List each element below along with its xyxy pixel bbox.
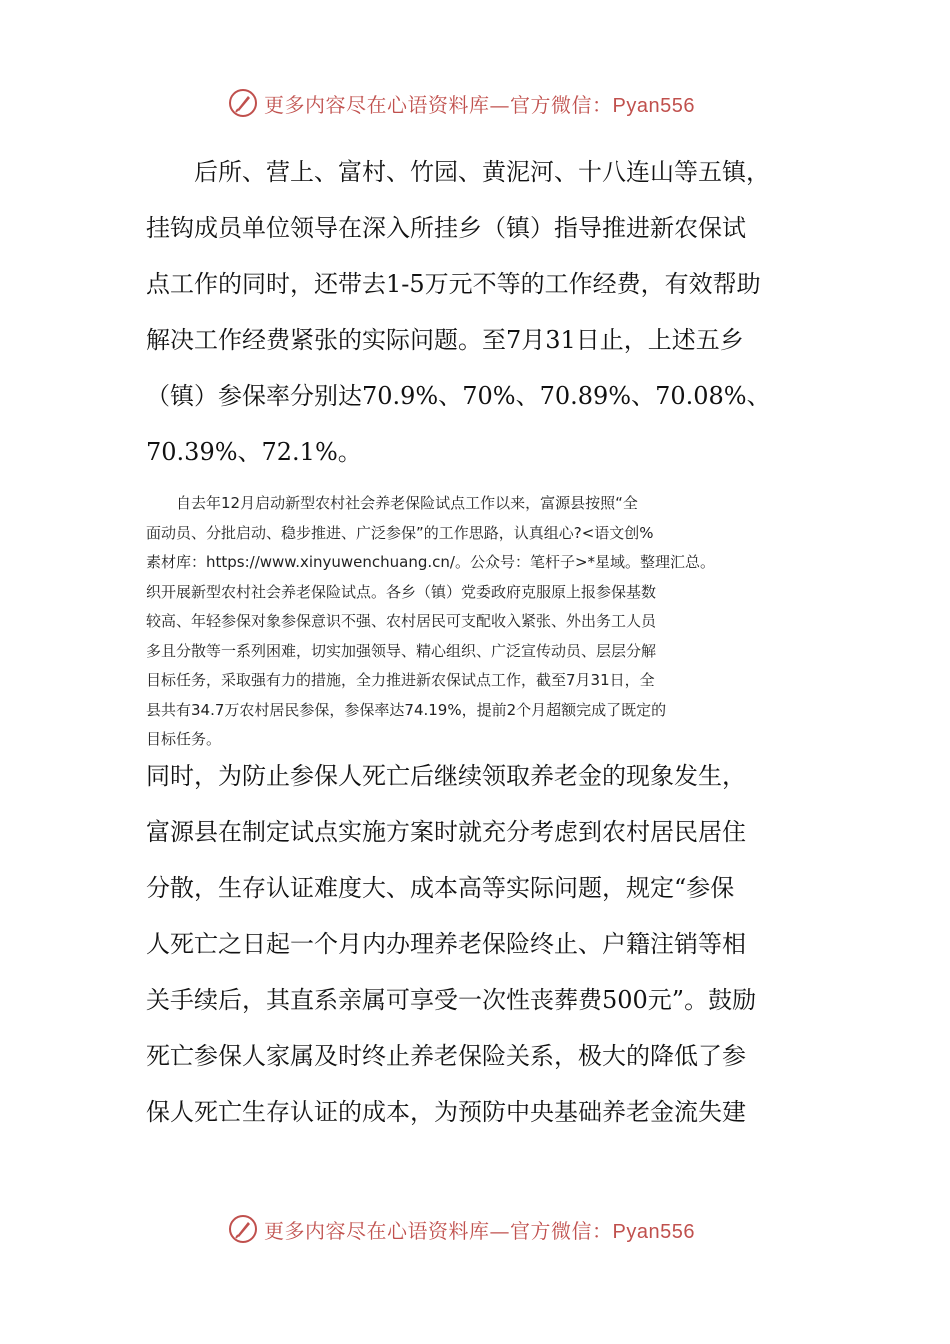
banner-label: 更多内容尽在心语资料库—官方微信： [264,1218,613,1243]
text-line: 分散，生存认证难度大、成本高等实际问题，规定“参保 [146,874,735,902]
text-line: 点工作的同时，还带去1-5万元不等的工作经费，有效帮助 [146,270,761,298]
text-line: 人死亡之日起一个月内办理养老保险终止、户籍注销等相 [146,930,746,958]
text-line: 关手续后，其直系亲属可享受一次性丧葬费500元”。鼓励 [146,986,757,1014]
text-line: 自去年12月启动新型农村社会养老保险试点工作以来，富源县按照“全 [146,494,638,512]
text-line: 素材库：https://www.xinyuwenchuang.cn/。公众号：笔杆子>*星域。整理汇总。 [146,553,716,571]
paragraph-1 [146,144,806,480]
text-line: 后所、营上、富村、竹园、黄泥河、十八连山等五镇， [146,158,770,186]
quill-pen-icon [228,88,258,118]
header-banner [228,85,748,121]
paragraph-3 [146,748,806,1140]
text-line: 挂钩成员单位领导在深入所挂乡（镇）指导推进新农保试 [146,214,746,242]
text-line: 县共有34.7万农村居民参保，参保率达74.19%，提前2个月超额完成了既定的 [146,700,667,719]
text-line: 织开展新型农村社会养老保险试点。各乡（镇）党委政府克服原上报参保基数 [146,582,657,601]
banner-label: 更多内容尽在心语资料库—官方微信： [264,92,613,117]
text-line: 目标任务。 [146,730,222,748]
wechat-id: Pyan556 [612,1220,695,1243]
banner-text [264,89,695,118]
text-line: 死亡参保人家属及时终止养老保险关系，极大的降低了参 [146,1042,746,1070]
text-line: 面动员、分批启动、稳步推进、广泛参保”的工作思路，认真组心?<语文创% [146,523,654,542]
quill-pen-icon [228,1214,258,1244]
wechat-id: Pyan556 [612,94,695,117]
text-line: 多且分散等一系列困难，切实加强领导、精心组织、广泛宣传动员、层层分解 [146,641,657,660]
text-line: （镇）参保率分别达70.9%、70%、70.89%、70.08%、 [146,382,771,410]
text-line: 70.39%、72.1%。 [146,438,362,466]
text-line: 保人死亡生存认证的成本，为预防中央基础养老金流失建 [146,1098,746,1126]
text-line: 富源县在制定试点实施方案时就充分考虑到农村居民居住 [146,818,746,846]
footer-banner [228,1211,748,1247]
text-line: 较高、年轻参保对象参保意识不强、农村居民可支配收入紧张、外出务工人员 [146,612,657,630]
text-line: 同时，为防止参保人死亡后继续领取养老金的现象发生， [146,762,746,790]
text-line: 解决工作经费紧张的实际问题。至7月31日止，上述五乡 [146,326,744,354]
paragraph-2 [146,489,806,755]
text-line: 目标任务，采取强有力的措施，全力推进新农保试点工作，截至7月31日，全 [146,671,655,689]
banner-text [264,1215,695,1244]
